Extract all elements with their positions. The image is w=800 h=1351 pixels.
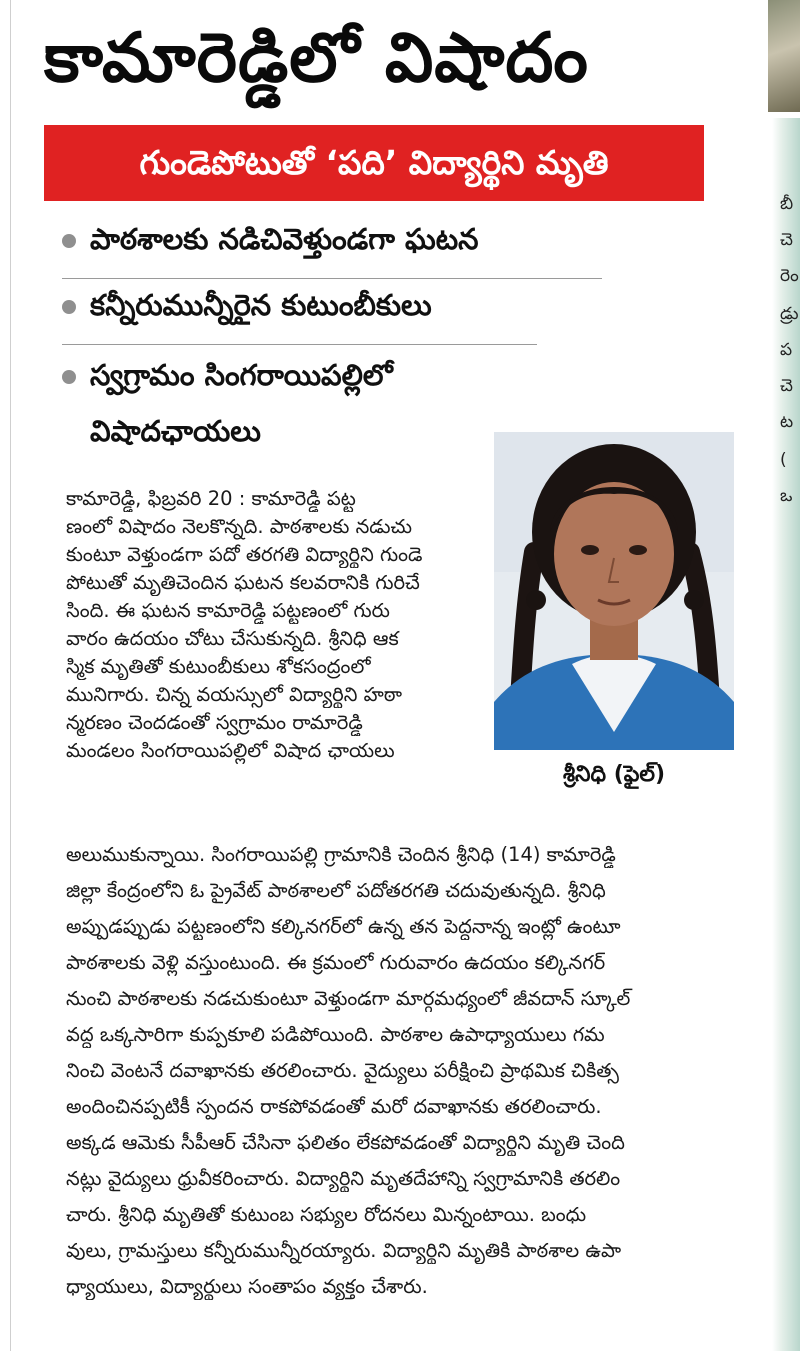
highlight-text: స్వగ్రామం సింగరాయిపల్లిలో bbox=[90, 358, 393, 392]
body-line: వులు, గ్రామస్తులు కన్నీరుమున్నీరయ్యారు. విద్యార్థిని మృతికి పాఠశాల ఉపా bbox=[66, 1239, 622, 1262]
body-line: వద్ద ఒక్కసారిగా కుప్పకూలి పడిపోయింది. పాఠశాల ఉపాధ్యాయులు గమ bbox=[66, 1023, 605, 1046]
adjacent-text: డ్రు bbox=[780, 304, 799, 324]
left-column-rule bbox=[10, 0, 11, 1351]
highlight-item bbox=[62, 288, 432, 330]
body-line: పోటుతో మృతిచెందిన ఘటన కలవరానికి గురిచే bbox=[66, 571, 420, 594]
adjacent-text: ప bbox=[780, 340, 793, 360]
adjacent-photo bbox=[768, 0, 800, 112]
bullet-dot bbox=[62, 370, 76, 384]
subheadline-banner: గుండెపోటుతో ‘పది’ విద్యార్థిని మృతి bbox=[44, 125, 704, 201]
highlight-text: కన్నీరుమున్నీరైన కుటుంబీకులు bbox=[90, 288, 432, 322]
adjacent-tint bbox=[760, 118, 800, 1351]
bullet-dot bbox=[62, 300, 76, 314]
student-photo bbox=[494, 432, 734, 750]
highlight-item-continued bbox=[62, 414, 261, 456]
highlight-item bbox=[62, 222, 478, 264]
body-line: అలుముకున్నాయి. సింగరాయిపల్లి గ్రామానికి చెందిన శ్రీనిధి (14) కామారెడ్డి bbox=[66, 843, 616, 866]
body-line: స్మిక మృతితో కుటుంబీకులు శోకసంద్రంలో bbox=[66, 655, 371, 678]
body-line: కామారెడ్డి, ఫిబ్రవరి 20 : కామారెడ్డి పట్ట bbox=[66, 487, 356, 510]
body-line: చారు. శ్రీనిధి మృతితో కుటుంబ సభ్యుల రోదనలు మిన్నంటాయి. బంధు bbox=[66, 1203, 587, 1226]
bullet-dot bbox=[62, 234, 76, 248]
headline: కామారెడ్డిలో విషాదం bbox=[44, 19, 589, 98]
body-line: అప్పుడప్పుడు పట్టణంలోని కల్కినగర్‌లో ఉన్న తన పెద్దనాన్న ఇంట్లో ఉంటూ bbox=[66, 915, 621, 938]
highlight-text: విషాదఛాయలు bbox=[90, 414, 261, 448]
adjacent-text: ట bbox=[780, 412, 794, 432]
body-line: మండలం సింగరాయిపల్లిలో విషాద ఛాయలు bbox=[66, 739, 395, 762]
body-line: మునిగారు. చిన్న వయస్సులో విద్యార్థిని హఠా bbox=[66, 683, 402, 706]
adjacent-text: రెం bbox=[780, 266, 799, 286]
adjacent-text: చె bbox=[780, 376, 793, 396]
body-line: అక్కడ ఆమెకు సీపీఆర్ చేసినా ఫలితం లేకపోవడంతో విద్యార్థిని మృతి చెంది bbox=[66, 1131, 625, 1154]
body-line: సింది. ఈ ఘటన కామారెడ్డి పట్టణంలో గురు bbox=[66, 599, 390, 622]
adjacent-text: చె bbox=[780, 230, 793, 250]
student-portrait-illustration bbox=[494, 432, 734, 750]
highlight-text: పాఠశాలకు నడిచివెళ్తుండగా ఘటన bbox=[90, 222, 479, 256]
photo-caption: శ్రీనిధి (ఫైల్) bbox=[562, 762, 666, 787]
adjacent-text: బీ bbox=[780, 194, 794, 214]
body-line: కుంటూ వెళ్తుండగా పదో తరగతి విద్యార్థిని గుండె bbox=[66, 543, 423, 566]
highlight-divider bbox=[62, 344, 537, 345]
body-line: నుంచి పాఠశాలకు నడచుకుంటూ వెళ్తుండగా మార్గమధ్యంలో జీవదాన్ స్కూల్ bbox=[66, 987, 631, 1010]
body-line: వారం ఉదయం చోటు చేసుకున్నది. శ్రీనిధి ఆక bbox=[66, 627, 399, 650]
adjacent-text: ఒ bbox=[780, 486, 793, 506]
body-line: న్మరణం చెందడంతో స్వగ్రామం రామారెడ్డి bbox=[66, 711, 363, 734]
body-line: ణంలో విషాదం నెలకొన్నది. పాఠశాలకు నడుచు bbox=[66, 515, 413, 538]
body-line: అందించినప్పటికీ స్పందన రాకపోవడంతో మరో దవాఖానకు తరలించారు. bbox=[66, 1095, 602, 1118]
body-line: పాఠశాలకు వెళ్లి వస్తుంటుంది. ఈ క్రమంలో గురువారం ఉదయం కల్కినగర్ bbox=[66, 951, 606, 974]
body-line: నట్లు వైద్యులు ధ్రువీకరించారు. విద్యార్థిని మృతదేహాన్ని స్వగ్రామానికి తరలిం bbox=[66, 1167, 621, 1190]
body-line: నించి వెంటనే దవాఖానకు తరలించారు. వైద్యులు పరీక్షించి ప్రాథమిక చికిత్స bbox=[66, 1059, 619, 1082]
adjacent-text: ( bbox=[780, 450, 787, 470]
highlight-divider bbox=[62, 278, 602, 279]
adjacent-article-strip bbox=[760, 0, 800, 1351]
body-line: ధ్యాయులు, విద్యార్థులు సంతాపం వ్యక్తం చేశారు. bbox=[66, 1275, 428, 1298]
body-line: జిల్లా కేంద్రంలోని ఓ ప్రైవేట్ పాఠశాలలో పదోతరగతి చదువుతున్నది. శ్రీనిధి bbox=[66, 879, 606, 902]
highlight-item bbox=[62, 358, 393, 400]
